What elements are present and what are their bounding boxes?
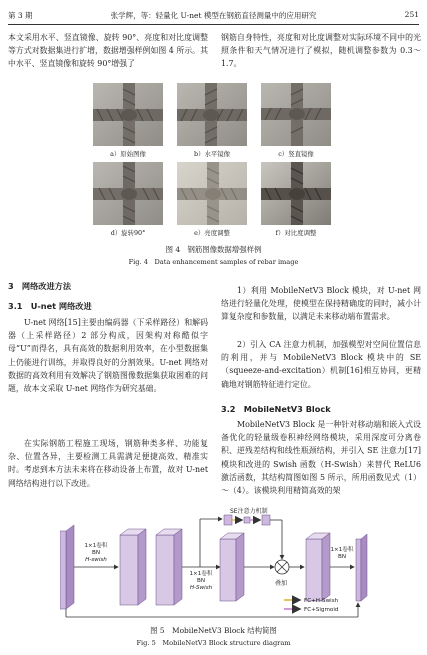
rebar-image-contrast: [261, 162, 331, 225]
block3-line1: 1×1卷积: [330, 547, 354, 553]
figure-4-caption: 图 4 钢筋图像数据增强样例: [165, 245, 262, 254]
improvement-item-1: 1）利用 MobileNetV3 Block 模块，对 U-net 网络进行轻量化处理，使模型在保持精确度的同时，减小计算复杂度和参数量，以满足未来移动端布置需求。: [221, 286, 421, 322]
se-label: SE注意力机制: [230, 508, 268, 515]
figure-5-caption: 图 5 MobileNetV3 Block 结构简图: [150, 626, 277, 635]
label-original: a）原始图像: [110, 150, 146, 158]
block2-line2: BN: [196, 578, 206, 584]
improvement-item-2: 2）引入 CA 注意力机制，加强模型对空间位置信息的利用，并与 MobileNetV3 Block 模块中的 SE（squeeze-and-excitation）机制[16]相互协同，更精确地对钢筋特征进行定位。: [221, 340, 421, 389]
label-rotated: d）旋转90°: [110, 229, 146, 237]
se-excite: [262, 515, 270, 525]
block1-line1: 1×1卷积: [84, 543, 108, 549]
rebar-image-original: [93, 83, 163, 146]
rebar-image-rotated-90: [93, 162, 163, 225]
section-3-heading: 3 网络改进方法: [8, 281, 72, 291]
section-3-1-paragraph-2: 在实际钢筋工程施工现场，钢筋种类多样、功能复杂、位置各异，主要检测工具需满足便捷高效、精准实时。考虑到本方法未来将在移动设备上布置，故对 U-net 网络结构进行以下改进。: [8, 439, 208, 488]
rebar-image-horizontal-mirror: [177, 83, 247, 146]
se-pool: [224, 515, 232, 525]
scaled-tensor: [306, 533, 330, 601]
running-header: [8, 8, 419, 22]
section-3-1-heading: 3.1 U-net 网络改进: [8, 301, 92, 311]
block3-line2: BN: [337, 554, 347, 560]
block2-line3: H-Swish: [189, 585, 213, 591]
page-number: 251: [404, 10, 419, 19]
input-tensor: [60, 525, 74, 609]
figure-4-caption-en: Fig. 4 Data enhancement samples of rebar image: [128, 258, 299, 266]
issue-number: 第 3 期: [8, 11, 33, 20]
label-vertical-mirror: c）竖直镜像: [278, 150, 314, 158]
output-tensor: [356, 534, 367, 601]
header-rule: [8, 24, 419, 25]
label-brightness: e）亮度调整: [194, 229, 230, 237]
label-horizontal-mirror: b）水平镜像: [193, 150, 231, 158]
block2-line1: 1×1卷积: [189, 571, 213, 577]
label-contrast: f）对比度调整: [275, 229, 317, 237]
rebar-image-vertical-mirror: [261, 83, 331, 146]
se-squeeze: [244, 517, 250, 523]
section-3-2-heading: 3.2 MobileNetV3 Block: [221, 404, 331, 414]
legend-fc-sigmoid-label: FC+Sigmoid: [304, 607, 339, 613]
rebar-image-brightness: [177, 162, 247, 225]
figure-5-diagram: [60, 505, 370, 623]
block1-line3: H-swish: [85, 557, 107, 563]
depthwise-tensor: [156, 529, 182, 605]
figure-5-caption-en: Fig. 5 MobileNetV3 Block structure diagram: [136, 639, 291, 647]
scale-multiply-icon: [275, 560, 289, 574]
legend-fc-hswish-label: FC+H-Swish: [304, 598, 339, 604]
intro-paragraph-right: 钢筋自身特性，亮度和对比度调整对实际环境不同中的光照条件和天气情况进行了模拟，随机调整参数为 0.3～1.7。: [221, 33, 421, 69]
block1-line2: BN: [91, 550, 101, 556]
add-label: 叠加: [275, 580, 288, 587]
section-3-1-paragraph-1: U-net 网络[15]主要由编码器（下采样路径）和解码器（上采样路径）2 部分构成，因架构对称酷似字母“U”而得名，具有高效的数据利用效率，在小型数据集上仍能进行训练，并取得良好的分割效果。U-net 网络对数据的高效利用有效解决了钢筋图像数据集获取困难的问题，故本文采取 U-net 网络作为研究基础。: [8, 318, 208, 394]
middle-tensor: [220, 533, 244, 601]
article-running-title: 张学辉，等：轻量化 U-net 模型在钢筋直径测量中的应用研究: [110, 11, 317, 20]
expanded-tensor: [120, 529, 146, 605]
intro-paragraph-left: 本文采用水平、竖直镜像、旋转 90°、亮度和对比度调整等方式对数据集进行扩增，数据增强样例如图 4 所示。其中水平、竖直镜像和旋转 90°增强了: [8, 33, 208, 69]
section-3-2-paragraph: MobileNetV3 Block 是一种针对移动端和嵌入式设备优化的轻量级卷积神经网络模块，采用深度可分离卷积、逆残差结构和线性瓶颈结构，并引入 SE 注意力[17]模块和改进的 Swish 函数（H-Swish）来替代 ReLU6 激活函数，其结构简图如图 5 所示，所用函数见式（1）～（4）。该模块利用精简高效的架: [221, 420, 421, 496]
